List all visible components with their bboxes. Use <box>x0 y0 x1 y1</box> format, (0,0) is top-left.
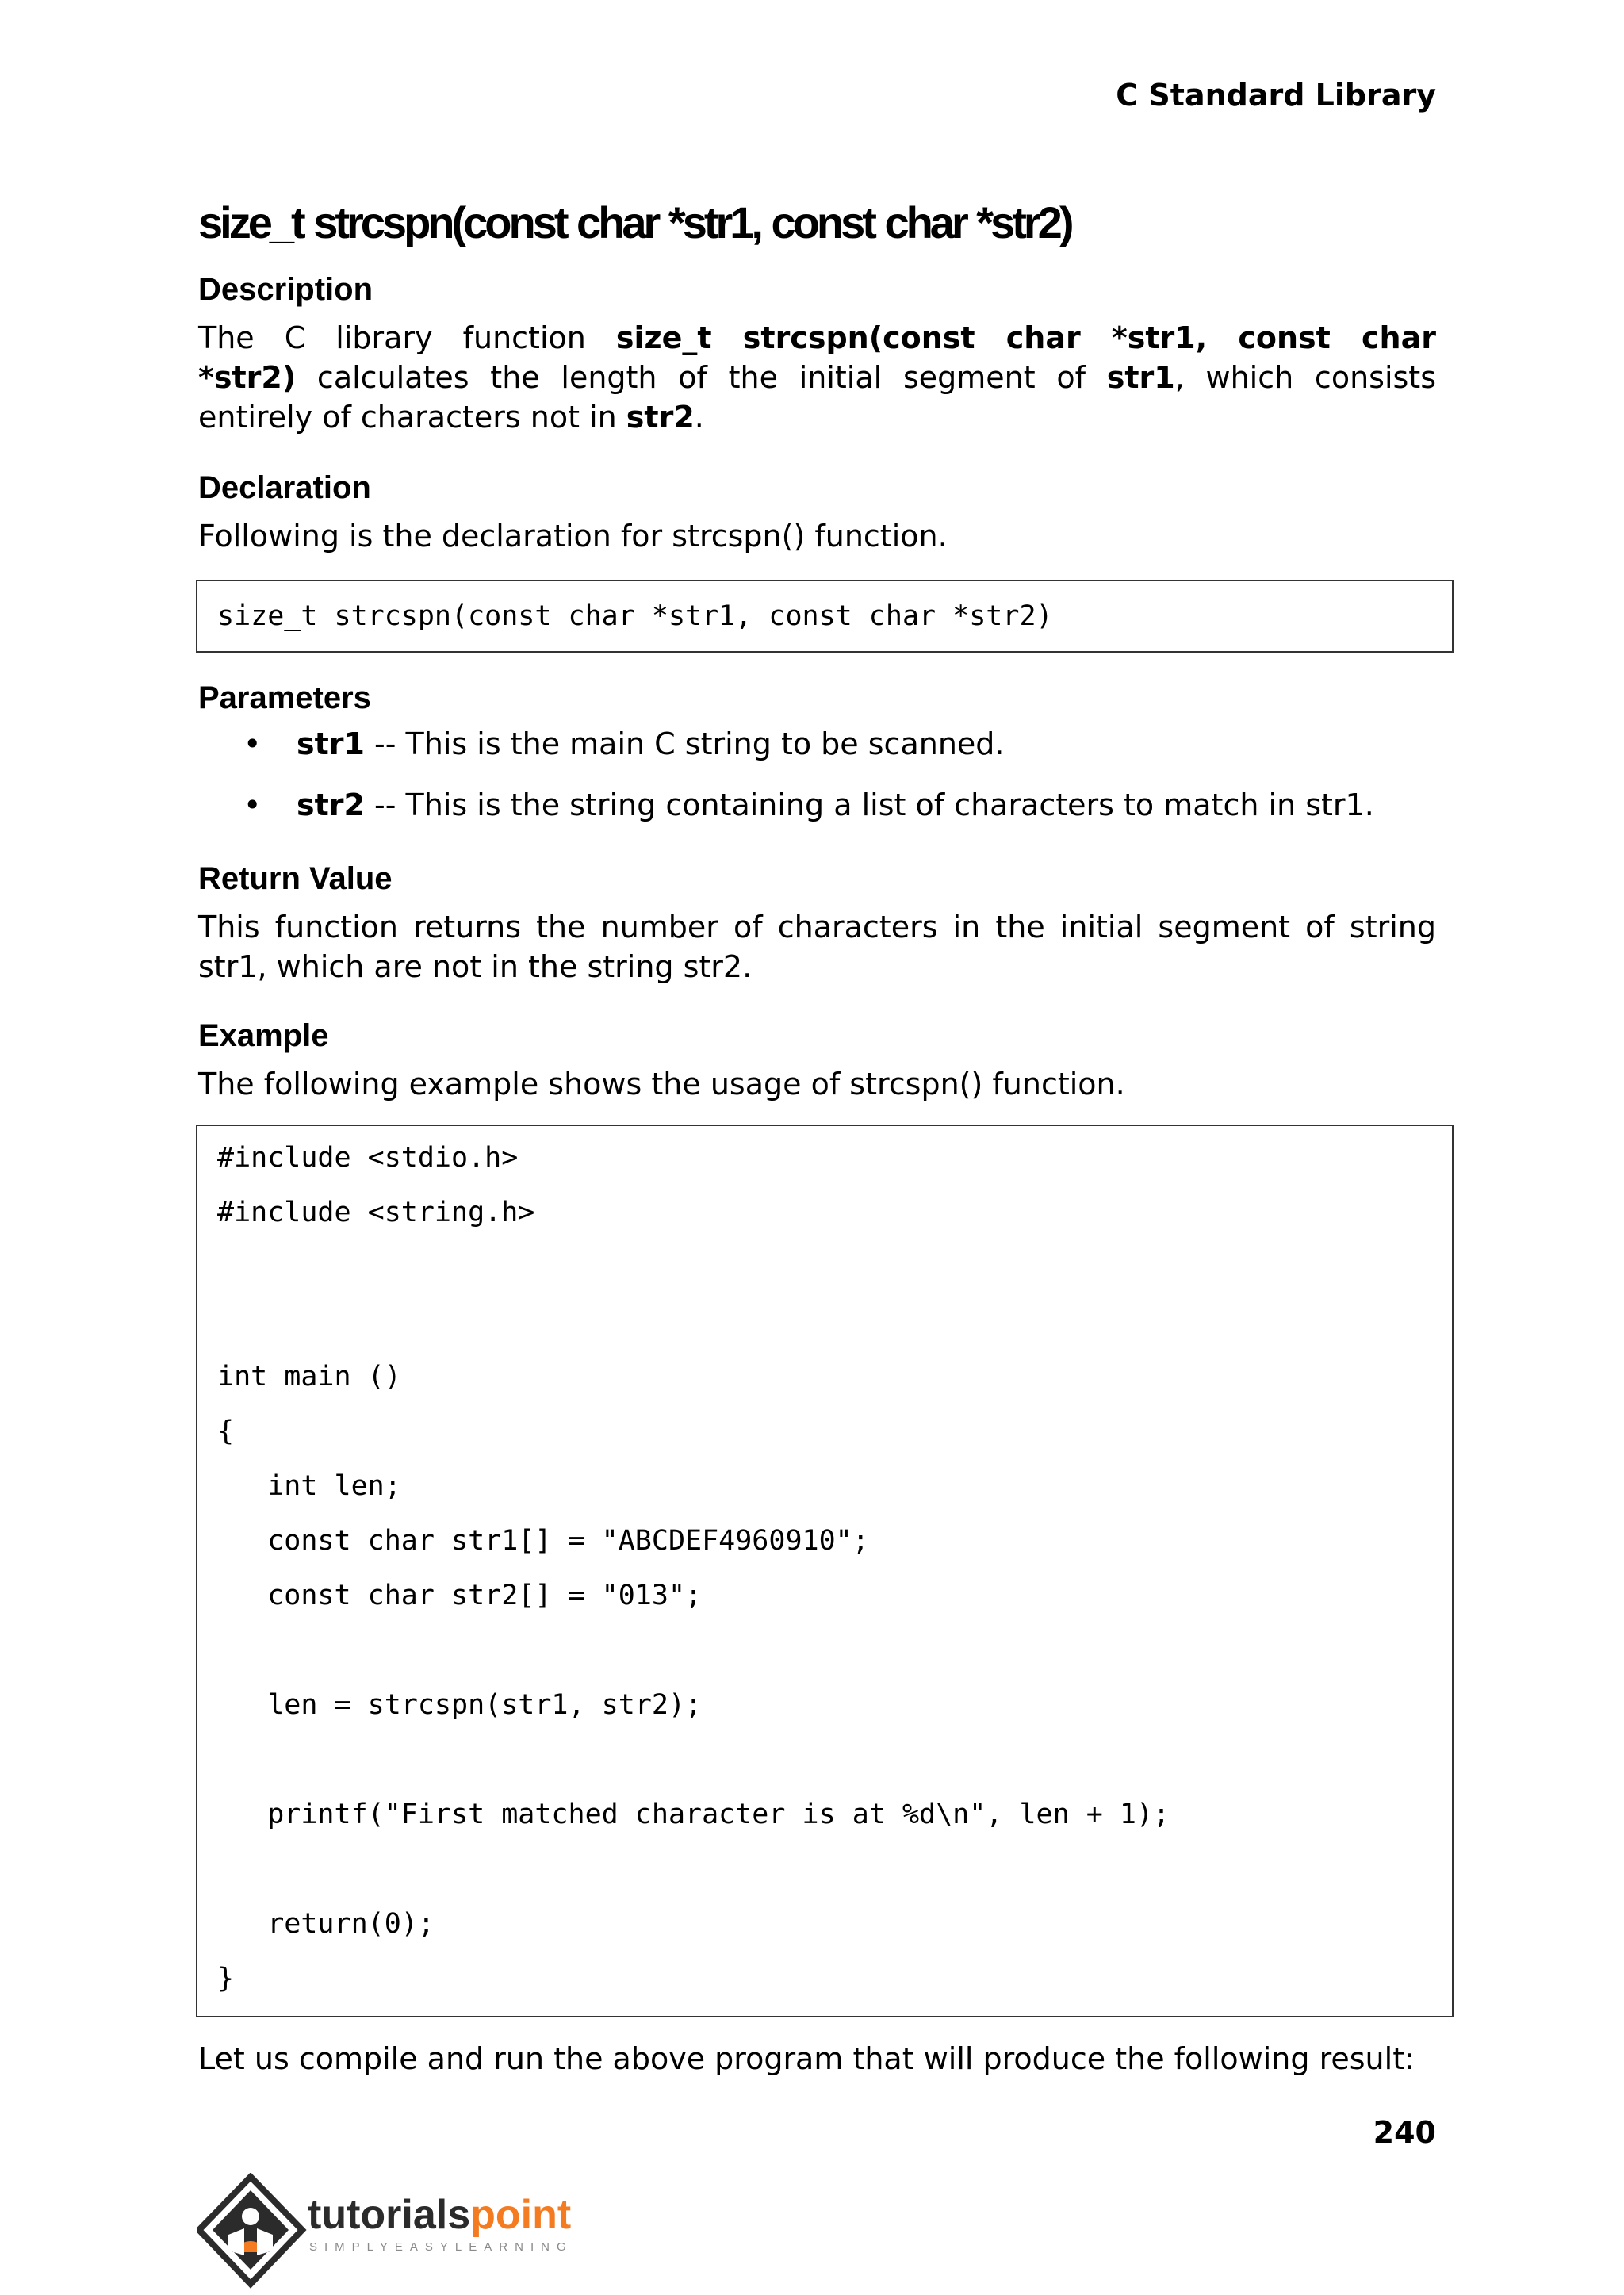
parameter-desc: -- This is the main C string to be scanned. <box>364 726 1005 761</box>
description-text-run: . <box>694 400 704 435</box>
code-line: len = strcspn(str1, str2); <box>217 1689 703 1721</box>
description-bold-run: *str2) <box>198 360 297 395</box>
declaration-text: Following is the declaration for strcspn() function. <box>198 519 948 554</box>
page-number: 240 <box>1373 2115 1436 2150</box>
code-line: } <box>217 1963 235 1994</box>
page-title: size_t strcspn(const char *str1, const char *str2) <box>198 197 1071 247</box>
bullet-icon: • <box>243 787 262 822</box>
description-text-run: calculates the length of the initial segment of <box>296 360 1107 395</box>
logo-tagline: SIMPLYEASYLEARNING <box>309 2240 573 2254</box>
parameter-desc: -- This is the string containing a list of characters to match in str1. <box>364 787 1374 822</box>
section-heading-example: Example <box>198 1018 329 1053</box>
declaration-code-line: size_t strcspn(const char *str1, const char *str2) <box>217 600 1053 632</box>
description-bold-run: str1 <box>1106 360 1175 395</box>
description-bold-run: str2 <box>626 400 695 435</box>
section-heading-declaration: Declaration <box>198 470 371 505</box>
example-code-block <box>196 1125 1454 2017</box>
code-line: { <box>217 1416 235 1447</box>
code-line: printf("First matched character is at %d\n", len + 1); <box>217 1799 1170 1830</box>
logo-emblem-icon <box>199 2177 302 2284</box>
return-line-1: This function returns the number of characters in the initial segment of string <box>198 910 1436 944</box>
section-heading-description: Description <box>198 272 373 307</box>
description-paragraph <box>198 318 1436 437</box>
code-line: const char str1[] = "ABCDEF4960910"; <box>217 1525 869 1557</box>
svg-text:tutorialspoint <box>308 2192 571 2238</box>
code-line: int len; <box>217 1470 401 1502</box>
description-bold-run: size_t strcspn(const char *str1, const char <box>615 320 1436 355</box>
description-text-run: The C library function <box>198 320 616 355</box>
code-line: const char str2[] = "013"; <box>217 1580 703 1611</box>
return-line-2: str1, which are not in the string str2. <box>198 949 753 984</box>
code-line: int main () <box>217 1361 401 1393</box>
declaration-code-block <box>196 580 1454 653</box>
description-line-3 <box>198 397 1436 437</box>
return-value-paragraph <box>198 907 1436 987</box>
description-line-2 <box>198 358 1436 397</box>
page-header: C Standard Library <box>1116 78 1436 113</box>
code-line: return(0); <box>217 1908 435 1940</box>
code-line: #include <string.h> <box>217 1197 535 1228</box>
example-text: The following example shows the usage of strcspn() function. <box>198 1067 1125 1102</box>
description-text-run: entirely of characters not in <box>198 400 626 435</box>
code-line: #include <stdio.h> <box>217 1142 519 1174</box>
logo-text-part2: point <box>470 2192 572 2238</box>
bullet-icon: • <box>243 726 262 761</box>
section-heading-return-value: Return Value <box>198 861 393 896</box>
result-intro-text: Let us compile and run the above program that will produce the following result: <box>198 2041 1415 2076</box>
tutorialspoint-logo <box>197 2173 593 2292</box>
parameter-name: str1 <box>297 726 365 761</box>
description-line-1 <box>198 318 1436 358</box>
parameter-name: str2 <box>297 787 365 822</box>
logo-text-part1: tutorials <box>308 2192 471 2238</box>
description-text-run: , which consists <box>1174 360 1437 395</box>
section-heading-parameters: Parameters <box>198 680 371 715</box>
